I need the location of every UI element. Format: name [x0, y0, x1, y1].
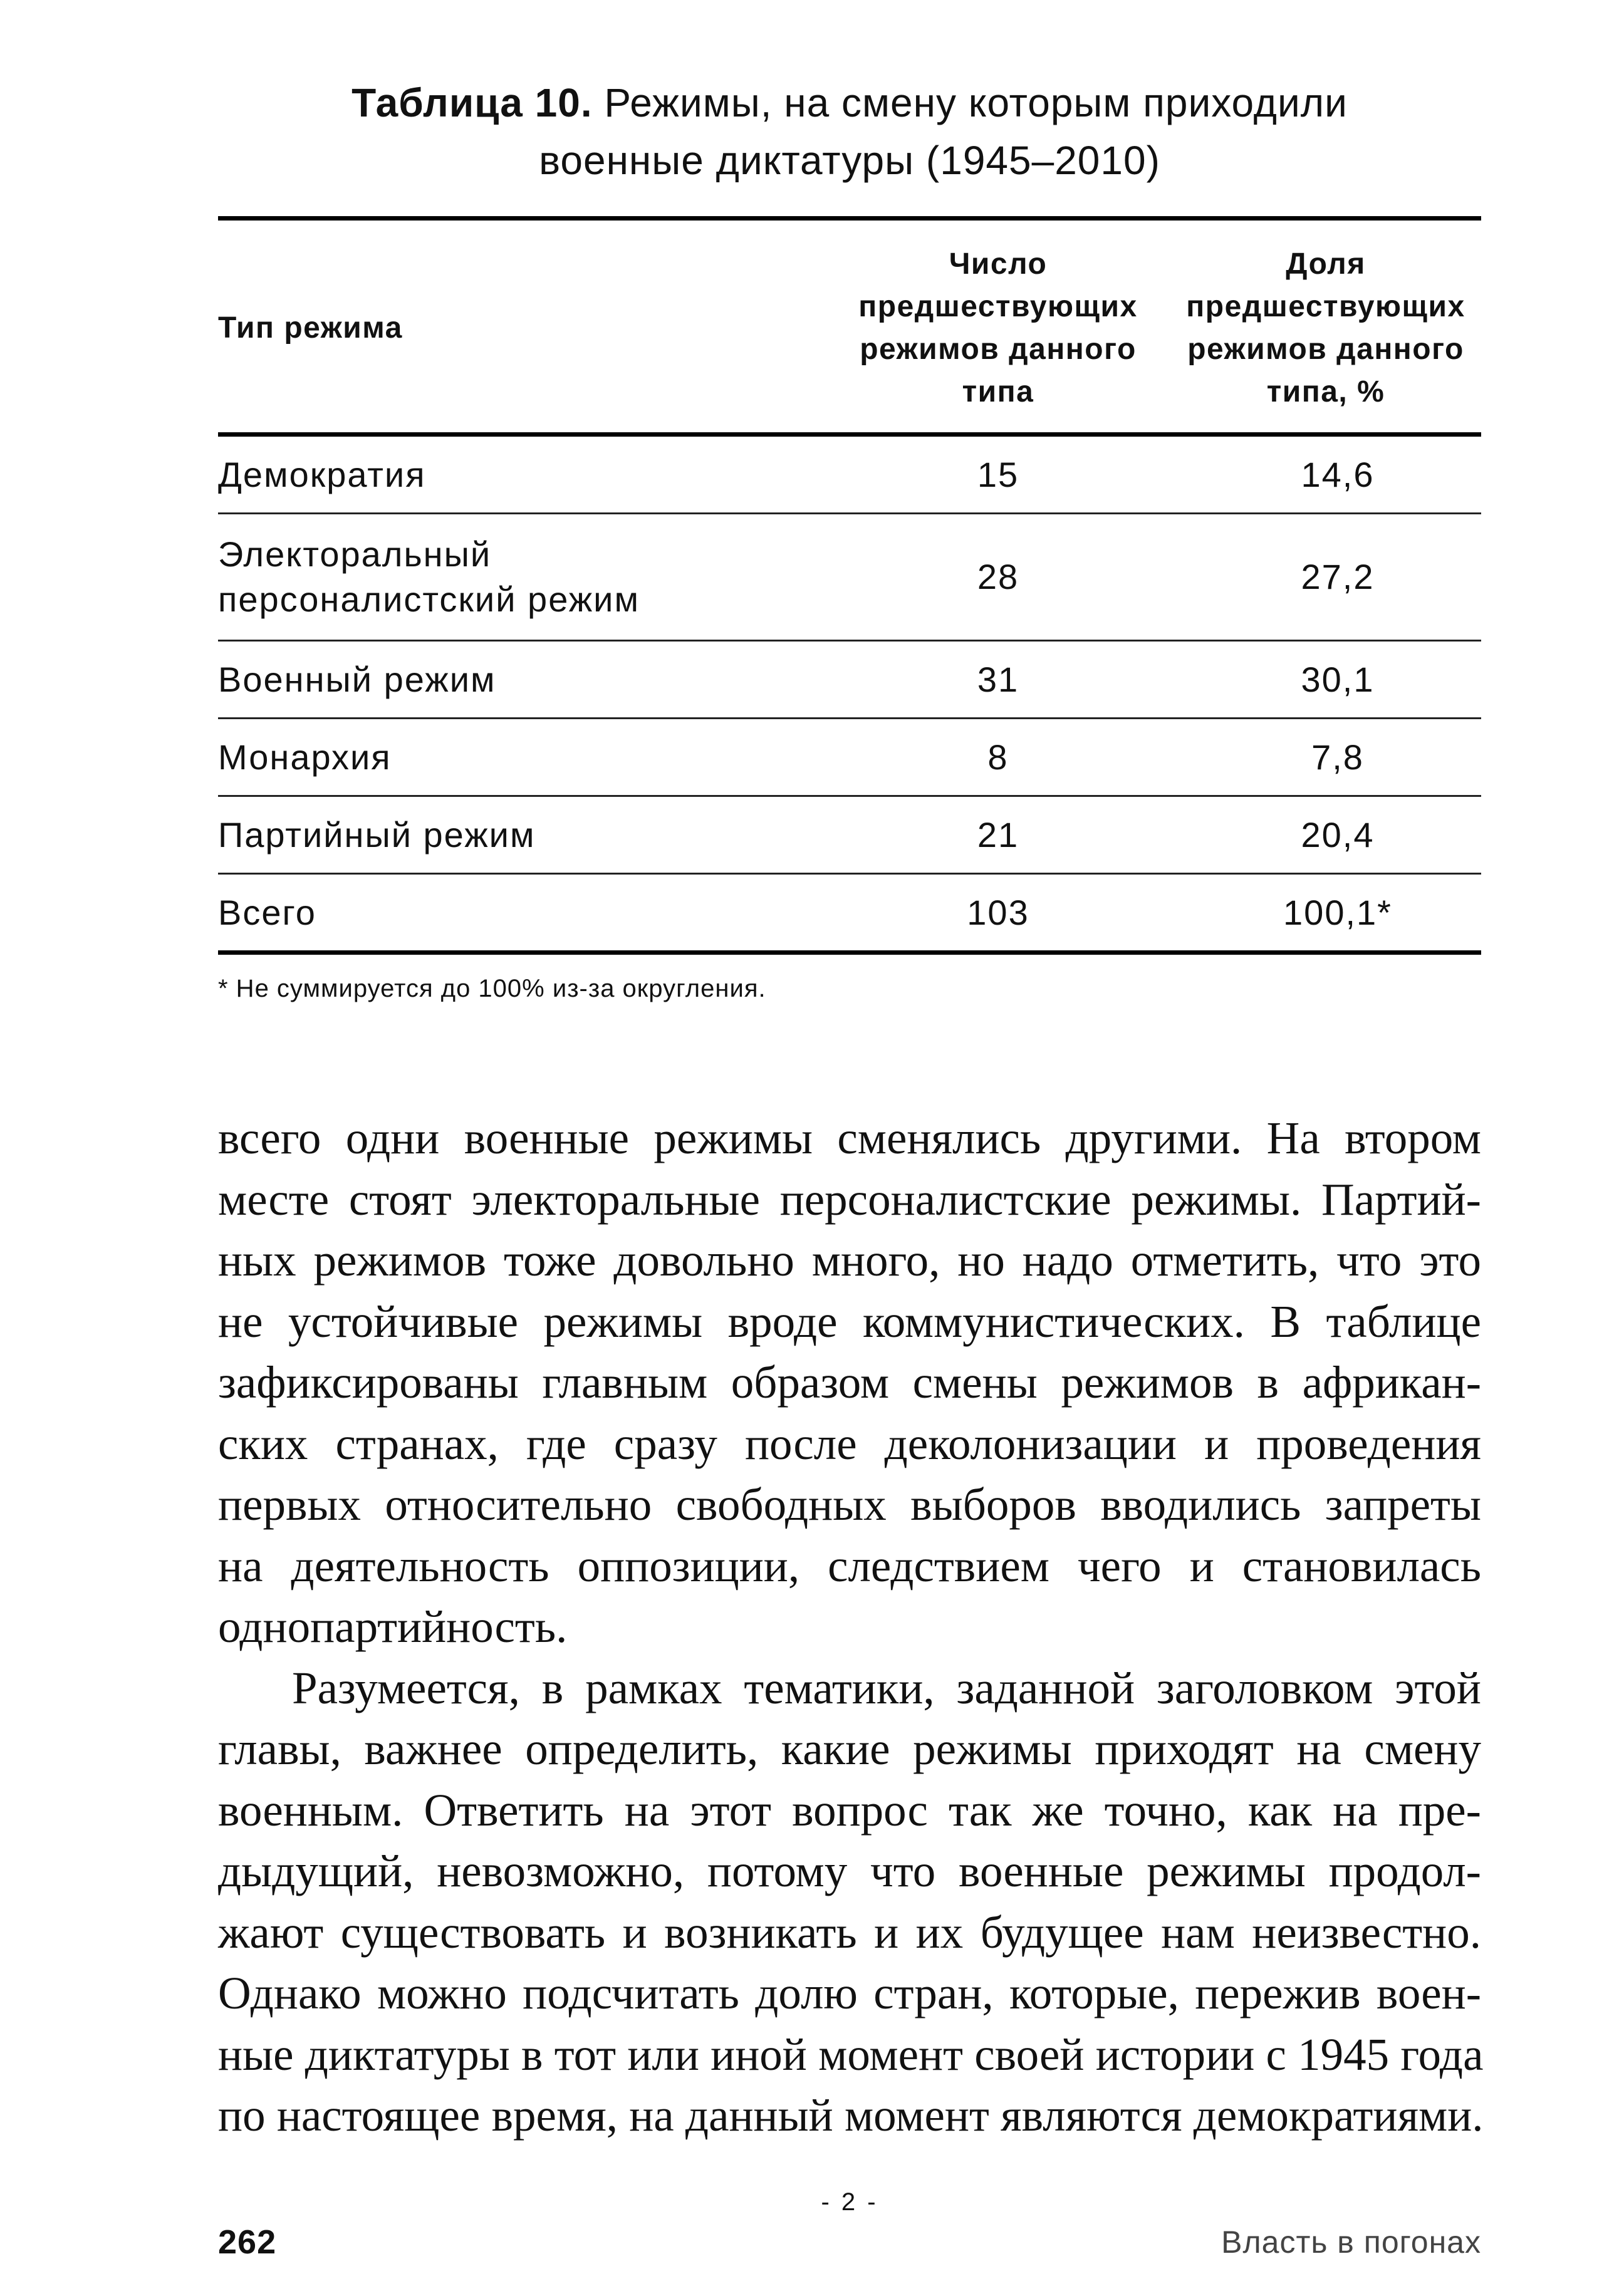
- text-line: военным. Ответить на этот вопрос так же точно, как на пре-: [218, 1784, 1481, 1836]
- cell-regime-type: Монархия: [218, 737, 392, 777]
- text-line: первых относительно свободных выборов вводились запреты: [218, 1479, 1481, 1530]
- cell-count: 28: [977, 557, 1019, 596]
- page-marker: - 2 -: [821, 2188, 878, 2216]
- text-line: на деятельность оппозиции, следствием чего и становилась: [218, 1540, 1481, 1591]
- caption-title-line-2: военные диктатуры (1945–2010): [539, 138, 1160, 183]
- cell-count: 31: [977, 659, 1019, 699]
- page-number: 262: [218, 2223, 277, 2261]
- text-line: Однако можно подсчитать долю стран, которые, пережив воен-: [218, 1968, 1481, 2018]
- header-share-line: режимов данного: [1187, 333, 1464, 366]
- header-share-line: типа, %: [1266, 375, 1385, 408]
- cell-regime-type: Партийный режим: [218, 814, 536, 855]
- cell-regime-type: [218, 514, 826, 641]
- cell-share: 27,2: [1301, 557, 1375, 596]
- header-count-line: предшествующих: [858, 290, 1138, 323]
- book-page: [218, 0, 1484, 2296]
- body-text: [218, 1108, 1484, 2146]
- text-line: однопартийность.: [218, 1601, 568, 1652]
- table-caption: [218, 74, 1481, 189]
- text-line: жают существовать и возникать и их будущее нам неизвестно.: [218, 1906, 1481, 1958]
- cell-regime-type-line: персоналистский режим: [218, 579, 640, 619]
- text-line: ских странах, где сразу после деколонизации и проведения: [218, 1418, 1481, 1469]
- cell-regime-type: Военный режим: [218, 659, 496, 699]
- header-count: [826, 219, 1170, 435]
- table-header-row: [218, 219, 1481, 435]
- cell-regime-type-line: Электоральный: [218, 534, 492, 574]
- header-count-line: типа: [962, 375, 1034, 408]
- cell-share: 14,6: [1301, 454, 1375, 494]
- table-footnote: * Не суммируется до 100% из-за округления.: [218, 975, 766, 1002]
- cell-count: 8: [987, 737, 1009, 777]
- header-share-line: предшествующих: [1186, 290, 1465, 323]
- cell-regime-type: Всего: [218, 892, 316, 932]
- cell-regime-type: Демократия: [218, 454, 426, 494]
- cell-share: 20,4: [1301, 814, 1375, 855]
- cell-share: 7,8: [1311, 737, 1364, 777]
- text-line: зафиксированы главным образом смены режимов в африкан-: [218, 1357, 1481, 1408]
- paragraph: [218, 1108, 1481, 1658]
- text-line: ные диктатуры в тот или иной момент своей истории с 1945 года: [218, 2028, 1484, 2080]
- header-count-line: режимов данного: [860, 333, 1137, 366]
- paragraph: [218, 1658, 1484, 2146]
- header-share: [1170, 219, 1481, 435]
- table-row: [218, 719, 1481, 796]
- text-line: месте стоят электоральные персоналистские режимы. Партий-: [218, 1173, 1481, 1225]
- cell-share: 100,1*: [1283, 892, 1392, 932]
- table-row: [218, 514, 1481, 641]
- cell-count: 103: [967, 892, 1029, 932]
- cell-share: 30,1: [1301, 659, 1375, 699]
- running-title: Власть в погонах: [1221, 2225, 1481, 2260]
- text-line: Разумеется, в рамках тематики, заданной заголовком этой: [292, 1662, 1481, 1713]
- text-line: не устойчивые режимы вроде коммунистических. В таблице: [218, 1296, 1481, 1347]
- table-row: [218, 796, 1481, 874]
- text-line: главы, важнее определить, какие режимы приходят на смену: [218, 1723, 1481, 1774]
- header-count-line: Число: [949, 247, 1048, 281]
- table-total-row: [218, 874, 1481, 953]
- header-regime-type: Тип режима: [218, 311, 403, 345]
- table-row: [218, 435, 1481, 514]
- caption-label: Таблица 10.: [351, 80, 593, 125]
- text-line: дыдущий, невозможно, потому что военные режимы продол-: [218, 1846, 1481, 1896]
- regimes-table: [218, 216, 1481, 955]
- caption-line-1: [218, 74, 1481, 132]
- table-row: [218, 641, 1481, 719]
- header-share-line: Доля: [1286, 247, 1366, 281]
- cell-count: 15: [977, 454, 1019, 494]
- text-line: по настоящее время, на данный момент являются демократиями.: [218, 2090, 1484, 2141]
- text-line: ных режимов тоже довольно много, но надо отметить, что это: [218, 1235, 1481, 1286]
- text-line: всего одни военные режимы сменялись другими. На втором: [218, 1113, 1481, 1163]
- cell-count: 21: [977, 814, 1019, 855]
- caption-title-line-1: Режимы, на смену которым приходили: [604, 80, 1348, 125]
